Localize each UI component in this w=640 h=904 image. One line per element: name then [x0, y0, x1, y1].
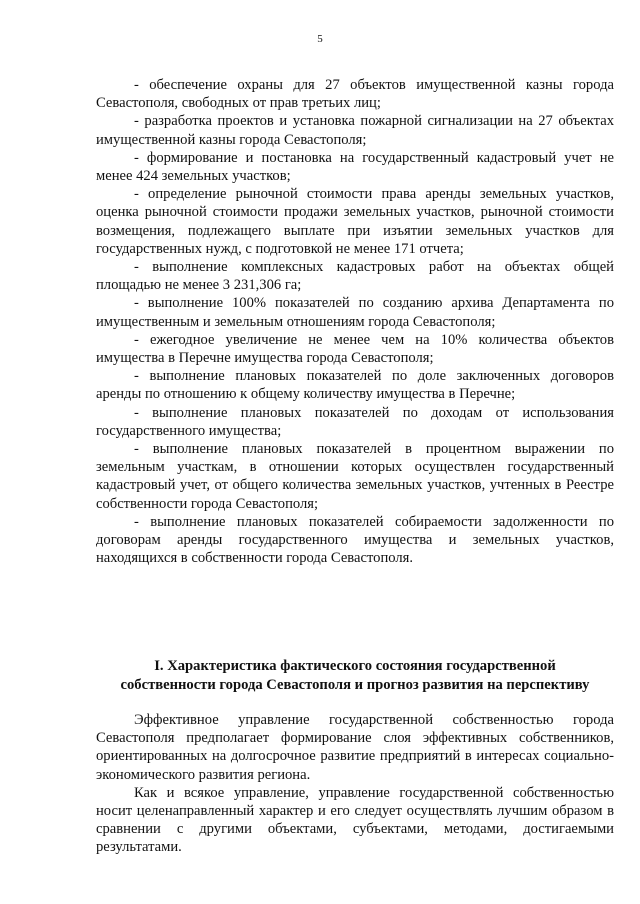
- paragraph: Как и всякое управление, управление государственной собственностью носит целенаправленный характер и его следует осуществлять лучшим образом в сравнении с другими объектами, субъектами, методами, достигаемыми результатами.: [96, 784, 614, 856]
- objectives-list: [96, 76, 614, 567]
- list-item: - обеспечение охраны для 27 объектов имущественной казны города Севастополя, свободных от прав третьих лиц;: [96, 77, 614, 112]
- list-item: - определение рыночной стоимости права аренды земельных участков, оценка рыночной стоимости продажи земельных участков, рыночной стоимости возмещения, подлежащего выплате при изъятии земельных участков для государственных нужд, с подготовкой не менее 171 отчета;: [96, 186, 614, 257]
- list-item: - выполнение комплексных кадастровых работ на объектах общей площадью не менее 3 231,306 га;: [96, 259, 614, 294]
- paragraph: Эффективное управление государственной собственностью города Севастополя предполагает формирование слоя эффективных собственников, ориентированных на долгосрочное развитие предприятий в интересах социально-экономического развития региона.: [96, 712, 614, 783]
- list-item: - выполнение плановых показателей собираемости задолженности по договорам аренды государственного имущества и земельных участков, находящихся в собственности города Севастополя.: [96, 513, 614, 567]
- list-item: - ежегодное увеличение не менее чем на 10% количества объектов имущества в Перечне имущества города Севастополя;: [96, 331, 614, 367]
- list-item: - разработка проектов и установка пожарной сигнализации на 27 объектах имущественной казны города Севастополя;: [96, 113, 614, 148]
- page-number: 5: [317, 33, 323, 45]
- section-heading-line: собственности города Севастополя и прогноз развития на перспективу: [120, 677, 590, 693]
- list-item: - выполнение 100% показателей по созданию архива Департамента по имущественным и земельным отношениям города Севастополя;: [96, 295, 614, 330]
- list-item: - выполнение плановых показателей по доле заключенных договоров аренды по отношению к общему количеству имущества в Перечне;: [96, 368, 614, 403]
- section-heading-line: I. Характеристика фактического состояния государственной: [154, 658, 556, 674]
- list-item: - формирование и постановка на государственный кадастровый учет не менее 424 земельных участков;: [96, 149, 614, 185]
- list-item: - выполнение плановых показателей в процентном выражении по земельным участкам, в отношении которых осуществлен государственный кадастровый учет, от общего количества земельных участков, учтенных в Реестре собственности города Севастополя;: [96, 441, 614, 512]
- section-heading: [96, 657, 614, 695]
- section-body: [96, 711, 614, 857]
- list-item: - выполнение плановых показателей по доходам от использования государственного имущества;: [96, 404, 614, 439]
